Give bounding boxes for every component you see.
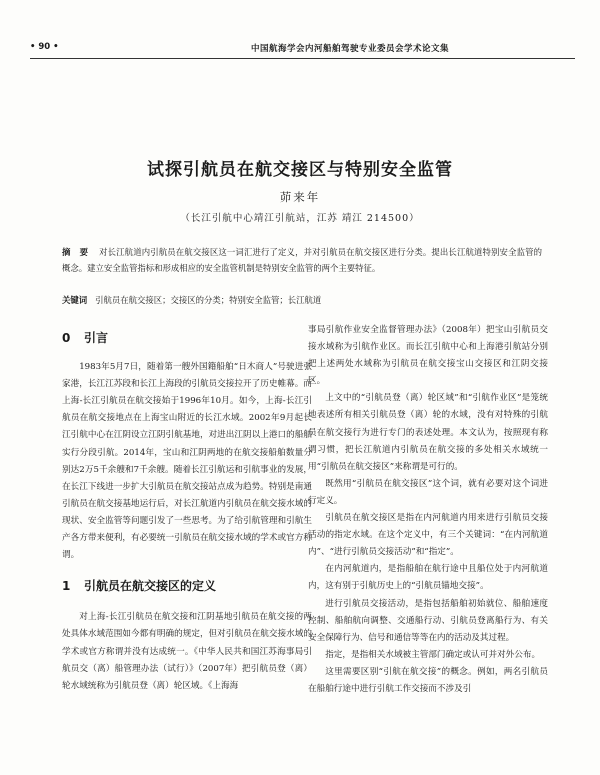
section-number: 1 (62, 579, 71, 594)
paragraph: 事局引航作业安全监督管理办法》（2008年）把宝山引航员交接水域称为引航作业区。而长江引航中心和上海港引航站分别把上述两处水域称为引航员在航交接宝山交接区和江阴交接区。 (308, 325, 548, 387)
section-number: 0 (62, 331, 71, 345)
running-header (30, 38, 575, 59)
paragraph: 上文中的“引航员登（离）轮区域”和“引航作业区”是笼统地表述所有相关引航员登（离）轮的水域，没有对特殊的引航员在航交接行为进行专门的表述处理。本文认为，按照现有称谓习惯，把长江航道内引航员在航交接的多处相关水域统一用“引航员在航交接区”来称谓是可行的。 (308, 393, 548, 472)
keywords (62, 292, 542, 308)
section-title: 引航员在航交接区的定义 (84, 579, 217, 594)
right-column (308, 322, 548, 698)
keywords-text: 引航员在航交接区；交接区的分类；特别安全监管；长江航道 (95, 295, 322, 305)
paragraph: 引航员在航交接区是指在内河航道内用来进行引航员交接活动的指定水域。在这个定义中，有三个关键词：“在内河航道内”、“进行引航员交接活动”和“指定”。 (308, 513, 548, 558)
paragraph: 指定，是指相关水域被主管部门确定或认可并对外公布。 (325, 649, 541, 660)
abstract (62, 244, 542, 276)
paragraph: 这里需要区别“引航在航交接”的概念。例如，两名引航员在船舶行途中进行引航工作交接而不涉及引 (308, 666, 548, 694)
abstract-text: 对长江航道内引航员在航交接区这一词汇进行了定义，并对引航员在航交接区进行分类。提出长江航道特别安全监管的概念。建立安全监管指标和形成相应的安全监管机制是特别安全监管的两个主要特征。 (62, 247, 542, 273)
abstract-label: 摘 要 (62, 247, 92, 257)
page-number: • 90 • (30, 42, 59, 52)
keywords-label: 关键词 (62, 295, 88, 305)
section-heading-1 (62, 578, 312, 595)
paper-title: 试探引航员在航交接区与特别安全监管 (147, 160, 453, 180)
journal-title: 中国航海学会内河船舶驾驶专业委员会学术论文集 (250, 44, 449, 54)
paragraph: 进行引航员交接活动，是指包括船舶初始就位、船舶速度控制、船舶航向调整、交通船行动、引航员登离船行为、有关安全保障行为、信号和通信等等在内的活动及其过程。 (308, 598, 548, 643)
intro-paragraph: 1983年5月7日，随着第一艘外国籍船舶“日木商人”号驶进张家港，长江江苏段和长江上海段的引航员交接拉开了历史帷幕。而上海-长江引航员在航交接始于1996年10月。如今，上海-长江引航员在航交接地点在上海宝山附近的长江水域。2002年9月起长江引航中心在江阴设立江阴引航基地，对进出江阴以上港口的船舶实行分段引航。2014年，宝山和江阴两地的在航交接船舶数量分别达2万5千余艘和7千余艘。随着长江引航运和引航事业的发展，在长江下线进一步扩大引航员在航交接站点成为趋势。特别是南通引航员在航交接基地运行后，对长江航道内引航员在航交接水域的现状、安全监管等问题引发了一些思考。为了给引航管理和引航生产各方带来便利，有必要统一引航员在航交接水域的学术或官方称谓。 (62, 362, 312, 561)
affiliation: （长江引航中心靖江引航站，江苏 靖江 214500） (180, 213, 420, 224)
definition-paragraph: 对上海-长江引航员在航交接和江阴基地引航员在航交接的两处具体水域范围如今都有明确的规定，但对引航员在航交接水域的学术或官方称谓并没有达成统一。《中华人民共和国江苏海事局引航员交（离）船管理办法（试行）》（2007年）把引航员登（离）轮水域统称为引航员登（离）轮区域。《上海海 (62, 612, 312, 691)
paragraph: 既然用“引航员在航交接区”这个词，就有必要对这个词进行定义。 (308, 478, 548, 506)
section-title: 引言 (84, 331, 109, 345)
paragraph: 在内河航道内，是指船舶在航行途中且船位处于内河航道内，这有别于引航历史上的“引航员锚地交接”。 (308, 564, 548, 592)
section-heading-0 (62, 330, 312, 347)
left-column (62, 318, 312, 695)
author: 茆来年 (279, 190, 321, 204)
